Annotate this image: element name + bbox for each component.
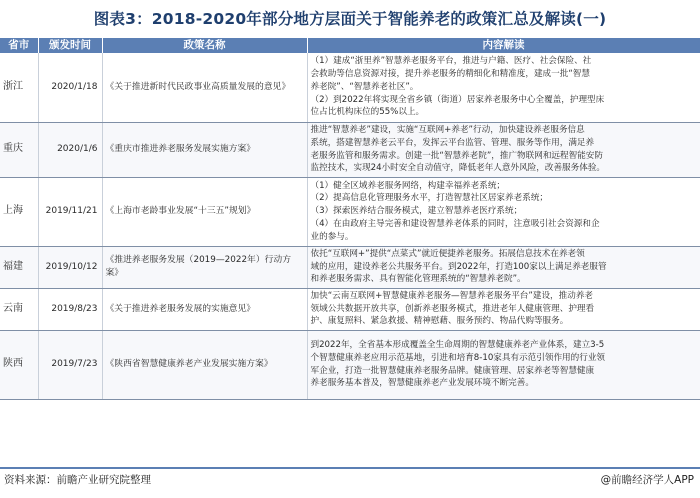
cell-time: 2019/7/23 [38,330,102,399]
interpretation-line: 依托“互联网+”提供“点菜式”就近便捷养老服务。拓展信息技术在养老领 [310,248,585,259]
cell-province: 云南 [0,288,38,330]
interpretation-line: 监控技术，实现24小时安全自动值守，降低老年人意外风险，改善服务体验。 [310,163,606,174]
interpretation-line: 推进“智慧养老”建设，实施“互联网+养老”行动，加快建设养老服务信息 [310,124,585,135]
interpretation-line: 养老服务基本普及，智慧健康养老产业发展环境不断完善。 [310,378,534,389]
brand-credit: @前瞻经济学人APP [600,474,694,486]
cell-province: 陕西 [0,330,38,399]
cell-province: 重庆 [0,122,38,177]
interpretation-line: 和养老服务需求、具有智能化管理系统的“智慧养老院”。 [310,274,526,285]
cell-province: 浙江 [0,53,38,122]
interpretation-line: 护、康复照料、紧急救援、精神慰藉、服务预约、物品代购等服务。 [310,316,569,327]
chart-title: 图表3：2018-2020年部分地方层面关于智能养老的政策汇总及解读(一) [93,10,607,28]
header-interpretation: 内容解读 [307,38,700,53]
cell-time: 2020/1/18 [38,53,102,122]
interpretation-line: （2）到2022年将实现全省乡镇（街道）居家养老服务中心全覆盖，护理型床 [310,94,605,105]
interpretation-line: （3）探索医养结合服务模式，建立智慧养老医疗系统； [310,206,523,217]
cell-policy: 《推进养老服务发展（2019—2022年）行动方案》 [102,246,307,288]
interpretation-line: 个智慧健康养老应用示范基地，引进和培育8-10家具有示范引领作用的行业领 [310,352,606,363]
interpretation-line: 领域公共数据开放共享，创新养老服务模式，推进老年人健康管理、护理看 [310,303,595,314]
interpretation-line: （2）提高信息化管理服务水平，打造智慧社区居家养老系统； [310,193,549,204]
cell-interpretation [307,246,700,288]
cell-time: 2019/10/12 [38,246,102,288]
interpretation-line: 老服务监管和服务需求。创建一批“智慧养老院”，推广物联网和远程智能安防 [310,150,603,161]
table-row [0,177,700,246]
cell-time: 2019/8/23 [38,288,102,330]
table-row [0,53,700,122]
interpretation-line: （1）健全区域养老服务网络，构建幸福养老系统； [310,180,506,191]
interpretation-line: 系统，搭建智慧养老云平台，发挥云平台监管、管理、服务等作用，满足养 [310,137,595,148]
header-time: 颁发时间 [38,38,102,53]
cell-interpretation [307,177,700,246]
cell-time: 2020/1/6 [38,122,102,177]
cell-policy: 《陕西省智慧健康养老产业发展实施方案》 [102,330,307,399]
interpretation-line: 域的应用，建设养老公共服务平台。到2022年，打造100家以上满足养老服管 [310,261,607,272]
cell-policy: 《关于推进新时代民政事业高质量发展的意见》 [102,53,307,122]
interpretation-line: 加快“云南互联网+智慧健康养老服务—智慧养老服务平台”建设，推动养老 [310,290,594,301]
policy-table [0,38,700,400]
source-note: 资料来源：前瞻产业研究院整理 [4,474,151,486]
table-row [0,288,700,330]
interpretation-line: 养老院”、“智慧养老社区”。 [310,81,419,92]
cell-policy: 《关于推进养老服务发展的实施意见》 [102,288,307,330]
interpretation-line: 会救助等信息资源对接，提升养老服务的精细化和精准度，建成一批“智慧 [310,69,590,80]
cell-time: 2019/11/21 [38,177,102,246]
cell-interpretation [307,122,700,177]
interpretation-line: （4）在由政府主导完善和建设智慧养老体系的同时，注意吸引社会资源和企 [310,218,600,229]
table-row [0,122,700,177]
interpretation-line: 到2022年，全省基本形成覆盖全生命周期的智慧健康养老产业体系，建立3-5 [310,339,605,350]
header-policy: 政策名称 [102,38,307,53]
cell-province: 福建 [0,246,38,288]
cell-policy: 《重庆市推进养老服务发展实施方案》 [102,122,307,177]
cell-interpretation [307,53,700,122]
cell-interpretation [307,330,700,399]
footer-divider [0,467,700,469]
table-row [0,246,700,288]
interpretation-line: （1）建成“浙里养”智慧养老服务平台，推进与户籍、医疗、社会保险、社 [310,56,592,67]
cell-interpretation [307,288,700,330]
table-row [0,330,700,399]
cell-policy: 《上海市老龄事业发展“十三五”规划》 [102,177,307,246]
cell-province: 上海 [0,177,38,246]
header-province: 省市 [0,38,38,53]
table-header-row [0,38,700,53]
interpretation-line: 位占比机构床位的55%以上。 [310,107,425,118]
interpretation-line: 军企业，打造一批智慧健康养老服务品牌。健康管理、居家养老等智慧健康 [310,365,595,376]
interpretation-line: 业的参与。 [310,231,354,242]
